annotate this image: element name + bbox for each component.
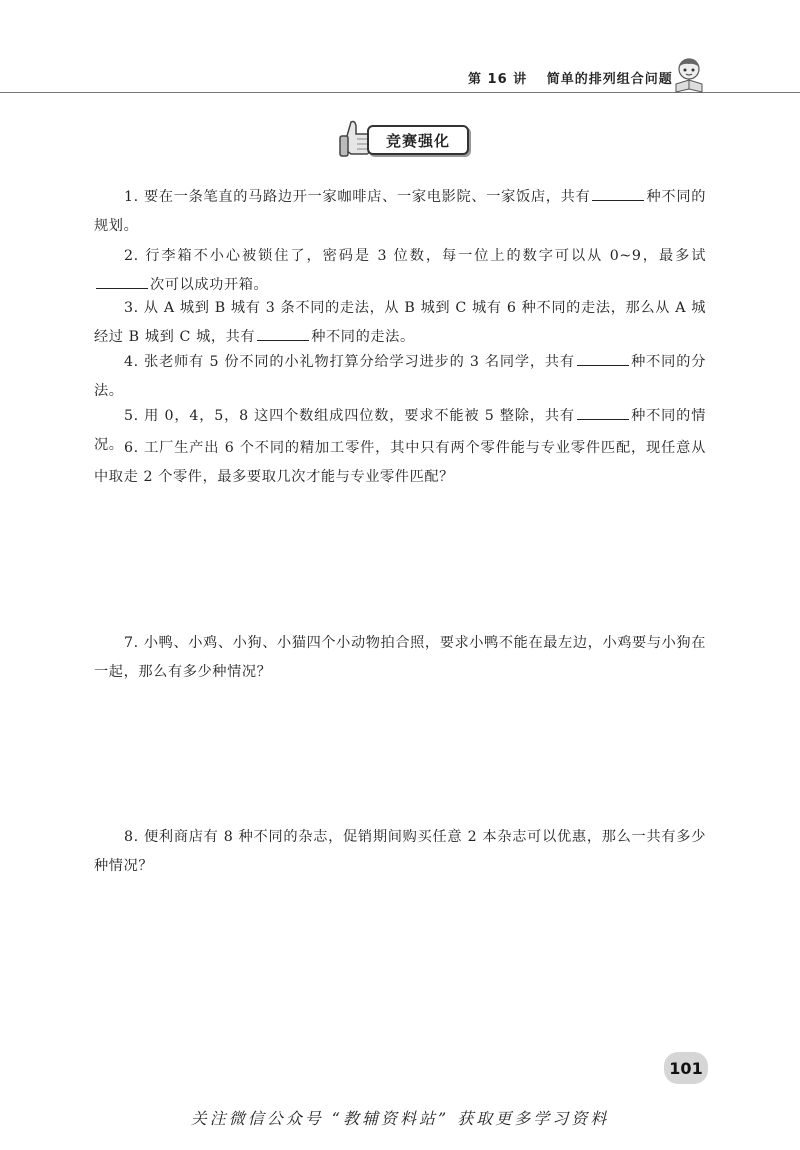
question-8-text: 8. 便利商店有 8 种不同的杂志，促销期间购买任意 2 本杂志可以优惠，那么一共有多少种情况？ — [94, 829, 706, 874]
question-6 — [94, 434, 706, 492]
answer-blank[interactable] — [577, 405, 629, 420]
question-2-text: 2. 行李箱不小心被锁住了，密码是 3 位数，每一位上的数字可以从 0~9，最多试 — [124, 248, 706, 264]
lecture-number: 第 16 讲 — [468, 72, 528, 87]
question-1-text-end: 种不同的规划。 — [94, 189, 706, 234]
question-7-text: 7. 小鸭、小鸡、小狗、小猫四个小动物拍合照，要求小鸭不能在最左边，小鸡要与小狗在一起，那么有多少种情况？ — [94, 635, 706, 680]
question-5-text: 5. 用 0，4，5，8 这四个数组成四位数，要求不能被 5 整除，共有 — [124, 408, 575, 424]
question-5-text-end: 种不同的情况。 — [94, 408, 706, 453]
question-4-text-end: 种不同的分法。 — [94, 354, 706, 399]
student-reading-icon — [672, 56, 706, 94]
question-3-text-end: 种不同的走法。 — [311, 329, 415, 345]
section-title: 竞赛强化 — [385, 131, 450, 150]
page-number: 101 — [669, 1058, 703, 1078]
page-header — [0, 56, 800, 93]
answer-blank[interactable] — [592, 186, 644, 201]
question-2 — [94, 242, 706, 300]
question-3 — [94, 294, 706, 352]
page-number-badge — [664, 1052, 708, 1084]
question-4 — [94, 348, 706, 406]
answer-blank[interactable] — [96, 274, 148, 289]
question-8 — [94, 823, 706, 881]
section-title-box — [367, 125, 469, 155]
footer-note: 关注微信公众号 “教辅资料站” 获取更多学习资料 — [190, 1109, 610, 1128]
question-7 — [94, 629, 706, 687]
section-banner — [337, 118, 469, 158]
question-3-text: 3. 从 A 城到 B 城有 3 条不同的走法，从 B 城到 C 城有 6 种不同的走法，那么从 A 城经过 B 城到 C 城，共有 — [94, 300, 706, 345]
answer-blank[interactable] — [577, 351, 629, 366]
header-title — [468, 68, 673, 87]
question-6-text: 6. 工厂生产出 6 个不同的精加工零件，其中只有两个零件能与专业零件匹配，现任意从中取走 2 个零件，最多要取几次才能与专业零件匹配？ — [94, 440, 706, 485]
question-4-text: 4. 张老师有 5 份不同的小礼物打算分给学习进步的 3 名同学，共有 — [124, 354, 575, 370]
answer-blank[interactable] — [257, 326, 309, 341]
question-1 — [94, 183, 706, 241]
question-1-text: 1. 要在一条笔直的马路边开一家咖啡店、一家电影院、一家饭店，共有 — [124, 189, 591, 205]
lecture-title: 简单的排列组合问题 — [546, 72, 673, 87]
question-2-text-end: 次可以成功开箱。 — [150, 277, 269, 293]
